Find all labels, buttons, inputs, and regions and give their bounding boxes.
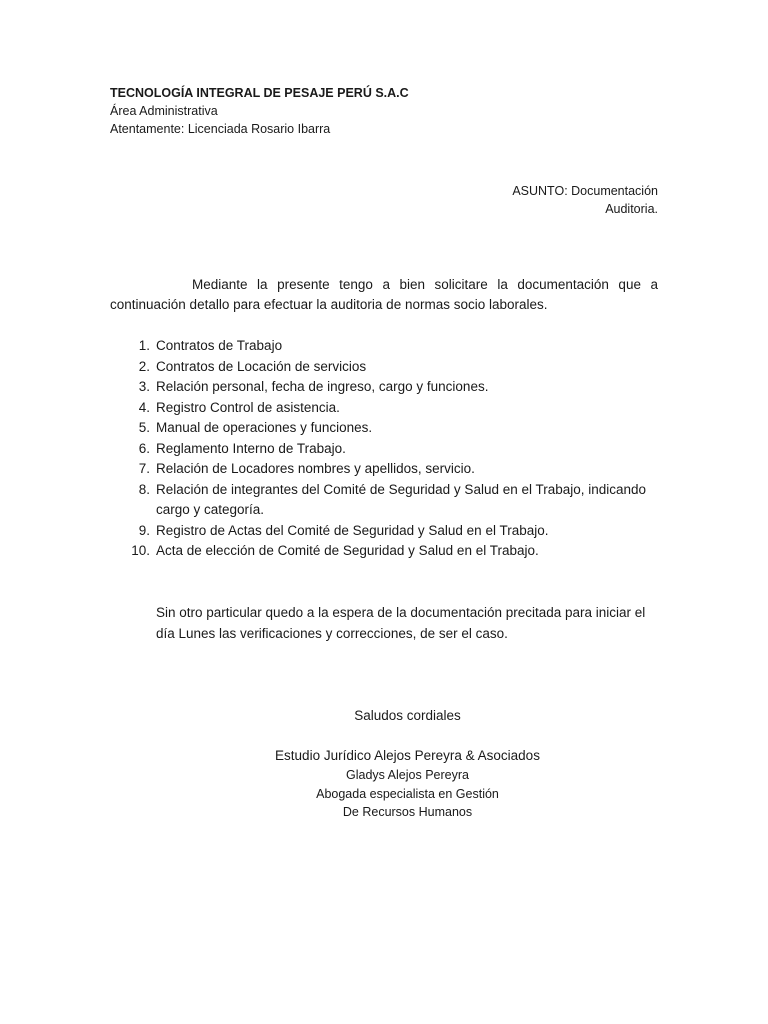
list-item	[110, 541, 660, 562]
intro-paragraph: Mediante la presente tengo a bien solicitare la documentación que a continuación detallo para efectuar la auditoria de normas socio laborales.	[110, 277, 658, 312]
document-list	[110, 336, 660, 562]
list-number: 10.	[131, 543, 150, 558]
signer-title-2: De Recursos Humanos	[342, 805, 473, 819]
list-item	[110, 439, 660, 460]
list-text: Contratos de Trabajo	[156, 338, 283, 353]
list-number: 8.	[138, 481, 150, 497]
list-text: Relación de integrantes del Comité de Seguridad y Salud en el Trabajo, indicando cargo y categoría.	[156, 481, 647, 517]
department: Área Administrativa	[110, 104, 218, 118]
list-number: 9.	[138, 522, 150, 538]
subject-block	[512, 182, 658, 218]
list-text: Contratos de Locación de servicios	[156, 358, 367, 374]
list-text: Registro Control de asistencia.	[156, 399, 340, 415]
list-item	[110, 480, 660, 521]
list-item	[110, 336, 660, 357]
list-item	[110, 459, 660, 480]
list-item	[110, 357, 660, 378]
list-item	[110, 398, 660, 419]
list-number: 3.	[138, 379, 150, 394]
signature-block	[0, 706, 768, 822]
attention-line: Atentamente: Licenciada Rosario Ibarra	[110, 122, 331, 136]
list-number: 1.	[138, 338, 150, 353]
list-number: 2.	[138, 358, 150, 374]
list-text: Relación de Locadores nombres y apellidos, servicio.	[156, 461, 475, 476]
greeting: Saludos cordiales	[354, 708, 461, 723]
list-item	[110, 418, 660, 439]
list-number: 5.	[138, 420, 150, 435]
subject-line-2: Auditoria.	[605, 202, 658, 216]
list-number: 7.	[138, 461, 150, 476]
list-text: Reglamento Interno de Trabajo.	[156, 440, 346, 456]
list-item	[110, 377, 660, 398]
list-text: Acta de elección de Comité de Seguridad y Salud en el Trabajo.	[156, 543, 539, 558]
list-number: 6.	[138, 440, 150, 456]
signer-title-1: Abogada especialista en Gestión	[316, 786, 499, 801]
list-number: 4.	[138, 399, 150, 415]
signer-name: Gladys Alejos Pereyra	[346, 768, 469, 782]
subject-line-1: ASUNTO: Documentación	[512, 184, 658, 198]
closing-paragraph: Sin otro particular quedo a la espera de la documentación precitada para iniciar el día Lunes las verificaciones y correcciones, de ser el caso.	[156, 605, 646, 641]
list-text: Registro de Actas del Comité de Seguridad y Salud en el Trabajo.	[156, 522, 549, 538]
list-text: Relación personal, fecha de ingreso, cargo y funciones.	[156, 379, 489, 394]
recipient-block	[110, 84, 409, 138]
list-text: Manual de operaciones y funciones.	[156, 420, 373, 435]
company-name: TECNOLOGÍA INTEGRAL DE PESAJE PERÚ S.A.C	[110, 86, 409, 100]
firm-name: Estudio Jurídico Alejos Pereyra & Asociados	[275, 748, 540, 763]
list-item	[110, 521, 660, 542]
